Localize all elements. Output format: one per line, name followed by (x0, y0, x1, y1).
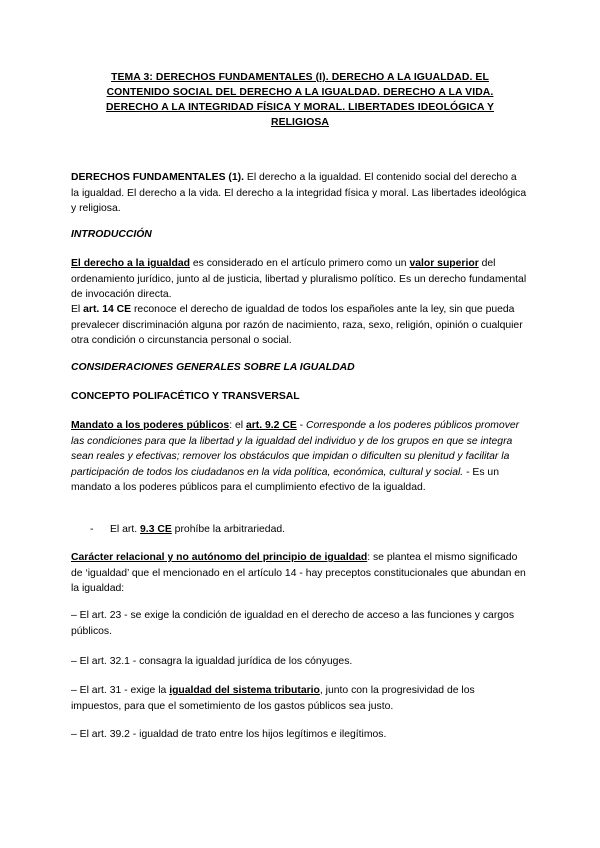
art31-text-b: , junto con la progresividad de los impuestos, para que el sometimiento de los gastos públicos sea justo. (71, 685, 475, 712)
list-item-art31 (71, 683, 527, 714)
summary-text: El derecho a la igualdad. El contenido social del derecho a la igualdad. El derecho a la vida. El derecho a la integridad física y moral. Las libertades ideológica y religiosa. (71, 172, 527, 215)
intro-p1-text-a: es considerado en el artículo primero como un (189, 258, 410, 269)
mandate-text-c: - Es un mandato a los poderes públicos para el cumplimiento efectivo de la igualdad. (71, 466, 499, 494)
intro-p2-text-a: El (71, 304, 84, 315)
considerations-heading: CONSIDERACIONES GENERALES SOBRE LA IGUALDAD (71, 362, 355, 373)
tax-equality-term: igualdad del sistema tributario (169, 685, 320, 696)
art92-quote: Corresponde a los poderes públicos promover las condiciones para que la libertad y la igualdad del individuo y de los grupos en que se integra sean reales y efectivas; remover los obstáculos que impidan o dificulten su plenitud y facilitar la participación de todos los ciudadanos en la vida política, económica, cultural y social. (71, 420, 520, 478)
relational-paragraph (71, 550, 527, 597)
mandate-term: Mandato a los poderes públicos (71, 420, 230, 431)
list-item-art23: – El art. 23 - se exige la condición de igualdad en el derecho de acceso a las funciones y cargos públicos. (71, 610, 515, 637)
intro-p2-text-b: reconoce el derecho de igualdad de todos los españoles ante la ley, sin que pueda prevalecer discriminación alguna por razón de nacimiento, raza, sexo, religión, opinión o cualquier otra condición o circunstancia personal o social. (71, 304, 523, 347)
mandate-text-a: : el (229, 420, 246, 431)
mandate-text-b: - (296, 420, 307, 431)
summary-paragraph (71, 170, 527, 217)
arbitrariness-bullet (90, 522, 285, 538)
document-title: TEMA 3: DERECHOS FUNDAMENTALES (I). DERECHO A LA IGUALDAD. EL CONTENIDO SOCIAL DEL DERECHO A LA IGUALDAD. DERECHO A LA VIDA. DERECHO A LA INTEGRIDAD FÍSICA Y MORAL. LIBERTADES IDEOLÓGICA Y RELIGIOSA (105, 72, 495, 128)
relational-term: Carácter relacional y no autónomo del principio de igualdad (71, 552, 368, 563)
summary-lead: DERECHOS FUNDAMENTALES (1). (71, 172, 244, 183)
bullet-text-b: prohíbe la arbitrariedad. (171, 524, 286, 535)
intro-heading: INTRODUCCIÓN (71, 229, 152, 240)
equality-right-term: El derecho a la igualdad (71, 258, 190, 269)
intro-paragraph-2 (71, 302, 527, 349)
intro-p1-text-b: del ordenamiento jurídico, junto al de justicia, libertad y pluralismo político. Es un derecho fundamental de invocación directa. (71, 258, 527, 301)
bullet-dash: - (90, 524, 94, 535)
art14-reference: art. 14 CE (83, 304, 132, 315)
list-item-art32: – El art. 32.1 - consagra la igualdad jurídica de los cónyuges. (71, 656, 353, 667)
art92-reference: art. 9.2 CE (245, 420, 297, 431)
superior-value-term: valor superior (409, 258, 479, 269)
list-item-art39: – El art. 39.2 - igualdad de trato entre los hijos legítimos e ilegítimos. (71, 729, 387, 740)
art93-reference: 9.3 CE (140, 524, 172, 535)
mandate-paragraph (71, 418, 527, 496)
relational-text: : se plantea el mismo significado de ‘igualdad’ que el mencionado en el artículo 14 - hay preceptos constitucionales que abundan en la igualdad: (71, 552, 526, 595)
art31-text-a: – El art. 31 - exige la (71, 685, 170, 696)
intro-paragraph-1 (71, 256, 527, 303)
bullet-text-a: El art. (110, 524, 141, 535)
concept-subheading: CONCEPTO POLIFACÉTICO Y TRANSVERSAL (71, 391, 300, 402)
